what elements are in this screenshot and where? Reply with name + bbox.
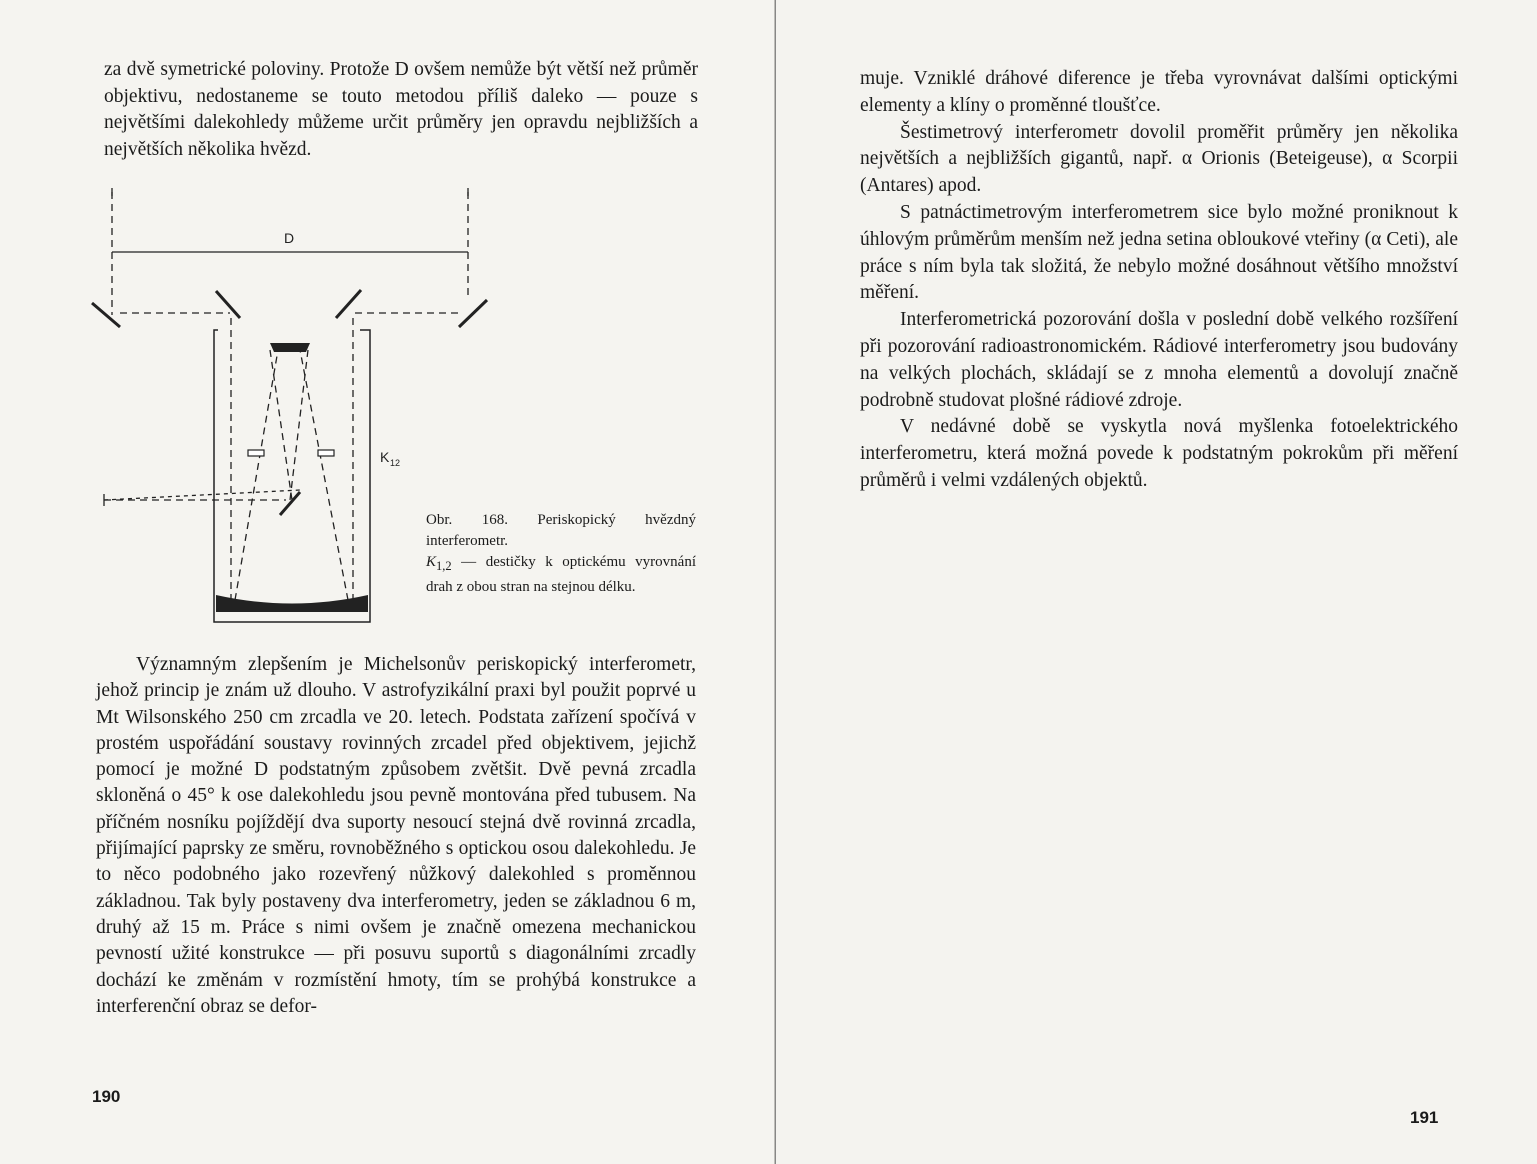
outer-mirror-left: [92, 303, 120, 327]
inner-mirror-left: [216, 291, 240, 318]
paragraph: Významným zlepšením je Michelsonův periskopický interferometr, jehož princip je znám už dlouho. V astrofyzikální praxi byl použit poprvé u Mt Wilsonského 250 cm zrcadla ve 20. letech. Podstata zařízení spočívá v prostém uspořádání soustavy rovinných zrcadel před objektivem, jejichž pomocí je možné D podstatným způsobem zvětšit. Dvě pevná zrcadla skloněná o 45° k ose dalekohledu jsou pevně montována před tubusem. Na příčném nosníku pojíždějí dva suporty nesoucí stejná dvě rovinná zrcadla, přijímající paprsky ze směru, rovnoběžného s optickou osou dalekohledu. Je to něco podobného jako rozevřený nůžkový dalekohled s proměnnou základnou. Tak byly postaveny dva interferometry, jeden se základnou 6 m, druhý až 15 m. Práce s nimi ovšem je značně omezena mechanickou pevností užité konstrukce — při posuvu suportů s diagonálními zrcadly dochází ke změnám v rozmístění hmoty, tím se prohýbá konstrukce a interferenční obraz se defor-: [96, 654, 696, 1017]
page-number-right: 191: [1410, 1108, 1439, 1127]
secondary-mirror: [270, 343, 310, 352]
caption-title: Obr. 168. Periskopický hvězdný interferometr.: [426, 512, 696, 549]
paragraph: Šestimetrový interferometr dovolil proměřit průměry jen několika největších a nejbližších gigantů, např. α Orionis (Beteigeuse), α Scorpii (Antares) apod.: [860, 121, 1458, 197]
inner-mirror-right: [336, 290, 361, 318]
exit-beam-2: [104, 490, 300, 500]
caption-symbol: K: [426, 554, 437, 570]
plate-k1: [248, 450, 264, 456]
page-number-left: 190: [92, 1087, 121, 1106]
path-down-a: [270, 350, 292, 500]
path-right-up: [300, 350, 348, 600]
caption-text: — destičky k optickému vyrovnání drah z obou stran na stejnou délku.: [426, 554, 696, 595]
paragraph: V nedávné době se vyskytla nová myšlenka fotoelektrického interferometru, která možná povede k podstatným pokrokům při měření průměrů i velmi vzdálených objektů.: [860, 416, 1458, 491]
label-k: K: [380, 449, 390, 465]
label-d: D: [284, 230, 295, 246]
paragraph: muje. Vzniklé dráhové diference je třeba vyrovnávat dalšími optickými elementy a klíny o proměnné tloušťce.: [860, 68, 1458, 116]
path-left-up: [235, 350, 278, 600]
paragraph: za dvě symetrické poloviny. Protože D ovšem nemůže být větší než průměr objektivu, nedostaneme se touto metodou příliš daleko — pouze s největšími dalekohledy můžeme určit průměry jen opravdu nejbližších a největších několika hvězd.: [104, 59, 698, 160]
outer-mirror-right: [459, 300, 487, 327]
right-text: [860, 66, 1458, 495]
plate-k2: [318, 450, 334, 456]
paragraph: Interferometrická pozorování došla v poslední době velkého rozšíření při pozorování radioastronomickém. Rádiové interferometry jsou budovány na velkých plochách, skládají se z mnoha elementů a dovolují značně podrobně studovat plošné rádiové zdroje.: [860, 309, 1458, 411]
paragraph: S patnáctimetrovým interferometrem sice bylo možné proniknout k úhlovým průměrům menším než jedna setina obloukové vteřiny (α Ceti), ale práce s ním byla tak složitá, že nebylo možné dosáhnout většího množství měření.: [860, 201, 1458, 304]
figure-strokes: [92, 188, 487, 622]
label-k-sub: 12: [390, 458, 401, 468]
telescope-tube: [214, 330, 370, 622]
caption-symbol-sub: 1,2: [436, 559, 452, 573]
path-down-b: [290, 350, 308, 500]
primary-mirror: [216, 595, 368, 612]
